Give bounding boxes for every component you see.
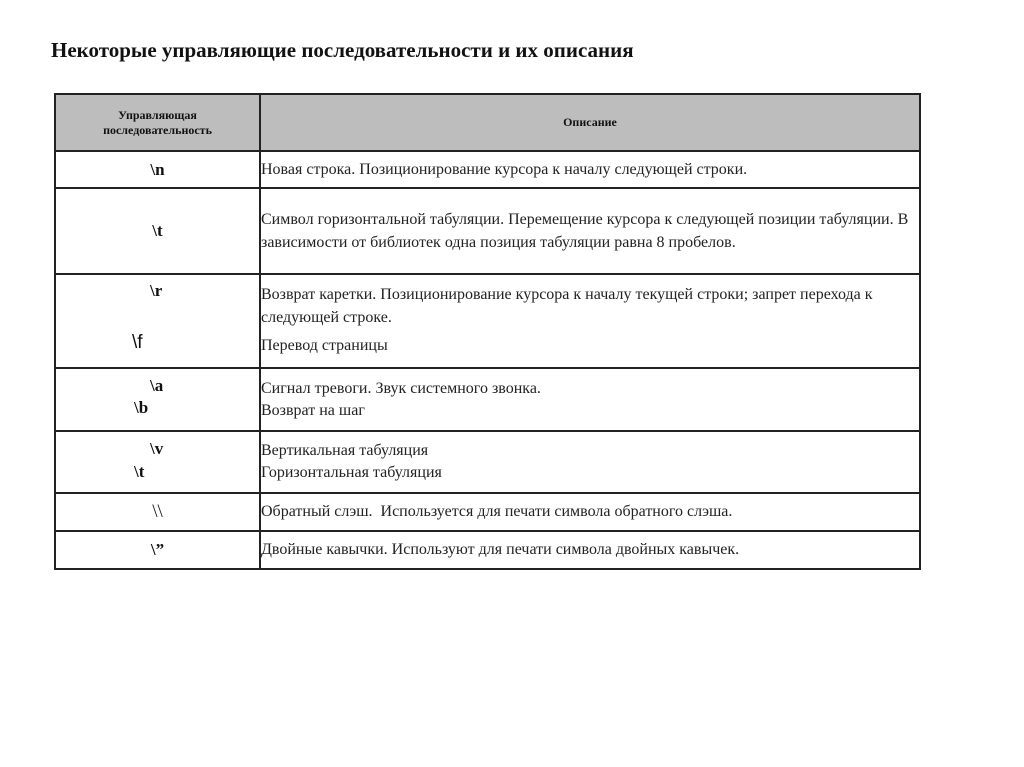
sequence-cell (55, 151, 260, 188)
sequence-code: \a (150, 376, 164, 395)
table-header-row (55, 94, 920, 151)
table-row (55, 274, 920, 368)
table-row (55, 431, 920, 493)
sequence-cell (55, 274, 260, 368)
table-row (55, 151, 920, 188)
sequence-code: \t (134, 462, 145, 481)
table-row (55, 368, 920, 431)
page-title: Некоторые управляющие последовательности и их описания (51, 38, 634, 62)
description-text: Обратный слэш. Используется для печати символа обратного слэша. (261, 503, 733, 520)
description-text: Возврат на шаг (261, 401, 365, 419)
sequence-cell (55, 188, 260, 274)
description-cell (260, 531, 920, 569)
description-text: Символ горизонтальной табуляции. Перемещение курсора к следующей позиции табуляции. В зависимости от библиотек одна позиция табуляции равна 8 пробелов. (261, 211, 909, 251)
sequence-code: \t (152, 221, 163, 240)
sequence-cell (55, 431, 260, 493)
sequence-cell (55, 368, 260, 431)
description-text: Сигнал тревоги. Звук системного звонка. (261, 379, 541, 397)
description-cell (260, 188, 920, 274)
sequence-code: \n (150, 159, 165, 179)
sequence-code: \\ (152, 501, 163, 522)
description-text: Горизонтальная табуляция (261, 464, 442, 481)
escape-sequences-table (54, 93, 921, 570)
description-text: Новая строка. Позиционирование курсора к началу следующей строки. (261, 160, 748, 178)
description-cell (260, 431, 920, 493)
description-text: Возврат каретки. Позиционирование курсора к началу текущей строки; запрет перехода к следующей строке. (261, 286, 873, 326)
description-cell (260, 368, 920, 431)
sequence-cell (55, 531, 260, 569)
sequence-code: \v (150, 439, 164, 458)
description-text: Вертикальная табуляция (261, 442, 429, 459)
description-cell (260, 151, 920, 188)
sequence-code: \” (150, 540, 165, 559)
description-cell (260, 274, 920, 368)
description-text: Двойные кавычки. Используют для печати символа двойных кавычек. (261, 541, 740, 558)
description-text: Перевод страницы (261, 337, 388, 354)
header-description: Описание (260, 94, 920, 151)
table-row (55, 531, 920, 569)
sequence-code: \f (132, 332, 143, 353)
sequence-code: \r (150, 281, 163, 300)
table-row (55, 493, 920, 531)
sequence-code: \b (134, 398, 149, 417)
table-row (55, 188, 920, 274)
description-cell (260, 493, 920, 531)
sequence-cell (55, 493, 260, 531)
header-sequence: Управляющая последовательность (55, 94, 260, 151)
